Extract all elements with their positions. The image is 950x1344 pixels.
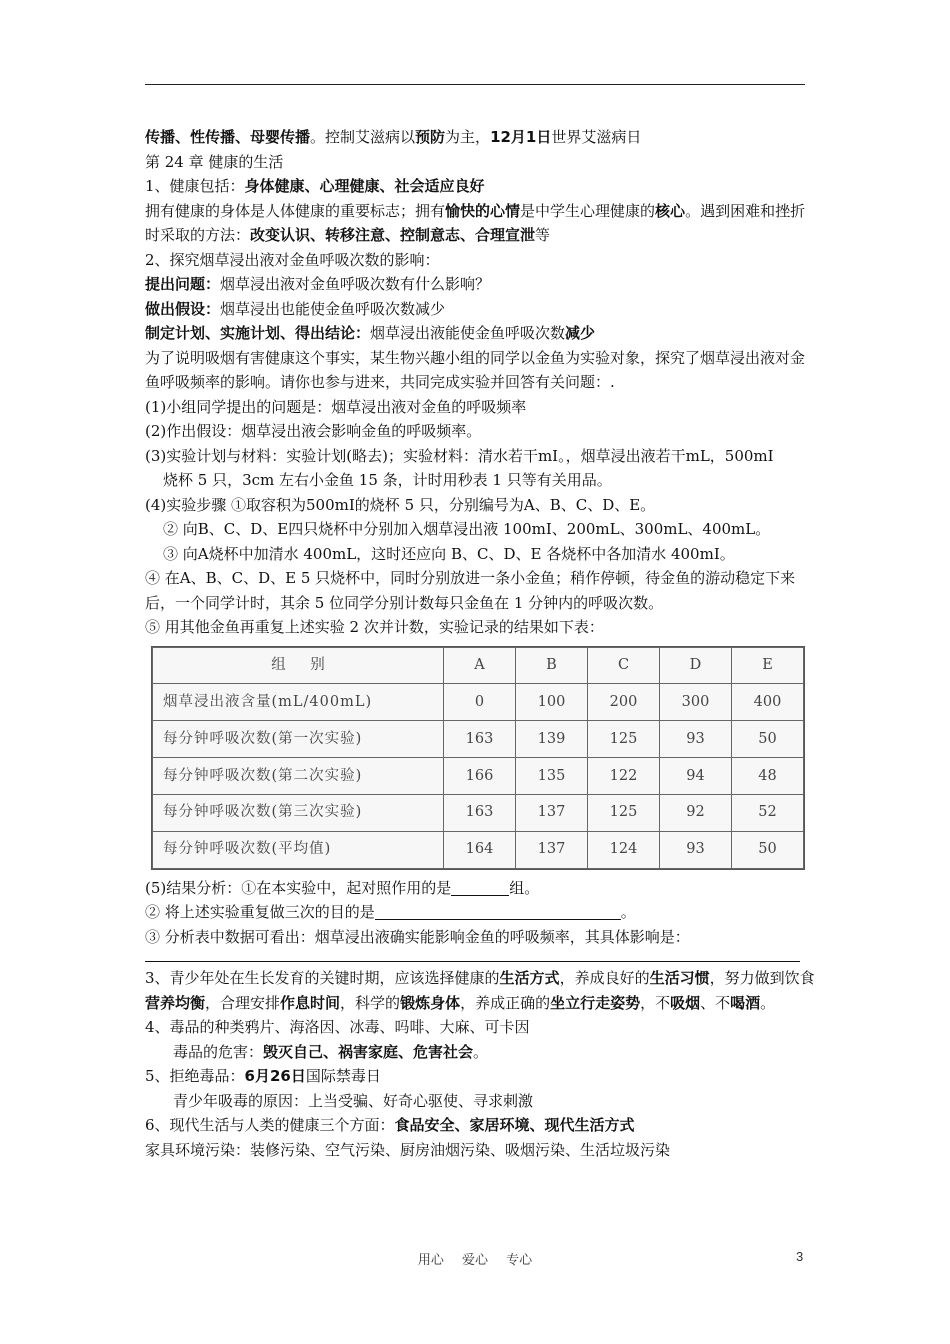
- question-line: ② 将上述实验重复做三次的目的是 。: [145, 903, 636, 921]
- text-line: 做出假设：烟草浸出也能使金鱼呼吸次数减少: [145, 299, 446, 318]
- text-line: 6、现代生活与人类的健康三个方面：食品安全、家居环境、现代生活方式: [145, 1116, 635, 1134]
- table-cell: 48: [732, 757, 804, 794]
- footer-motto: 用心 爱心 专心: [417, 1253, 533, 1268]
- table-cell: 每分钟呼吸次数(平均值): [153, 831, 444, 868]
- question-line: ③ 分析表中数据可看出：烟草浸出液确实能影响金鱼的呼吸频率，其具体影响是：: [145, 927, 690, 946]
- text-line: 传播、性传播、母婴传播。控制艾滋病以预防为主，12月1日世界艾滋病日: [145, 128, 642, 146]
- table-header-cell: A: [444, 647, 516, 684]
- text-paragraph: ④ 在A、B、C、D、E 5 只烧杯中，同时分别放进一条小金鱼；稍作停顿，待金鱼的游动稳定下来后，一个同学计时，其余 5 位同学分别计数每只金鱼在 1 分钟内的呼吸次数。: [145, 569, 796, 612]
- table-header-cell: 组 别: [153, 647, 444, 684]
- table-cell: 52: [732, 794, 804, 831]
- table-cell: 100: [516, 684, 588, 721]
- table-cell: 烟草浸出液含量(mL/400mL): [153, 684, 444, 721]
- table-cell: 93: [660, 831, 732, 868]
- table-cell: 125: [588, 794, 660, 831]
- text-line: 4、毒品的种类鸦片、海洛因、冰毒、吗啡、大麻、可卡因: [145, 1018, 530, 1036]
- text-line: ⑤ 用其他金鱼再重复上述实验 2 次并计数，实验记录的结果如下表：: [145, 618, 604, 636]
- table-row: [153, 794, 804, 831]
- table-cell: 400: [732, 684, 804, 721]
- table-header-row: [153, 647, 804, 684]
- text-line: (1)小组同学提出的问题是：烟草浸出液对金鱼的呼吸频率: [145, 397, 527, 416]
- page-number: 3: [796, 1249, 804, 1264]
- table-cell: 92: [660, 794, 732, 831]
- text-line: 5、拒绝毒品：6月26日国际禁毒日: [145, 1067, 381, 1085]
- table-cell: 50: [732, 721, 804, 758]
- table-row: [153, 684, 804, 721]
- results-table-image: [151, 646, 805, 870]
- table-cell: 122: [588, 757, 660, 794]
- table-cell: 50: [732, 831, 804, 868]
- question-line: (5)结果分析：①在本实验中，起对照作用的是 组。: [145, 878, 540, 897]
- table-cell: 137: [516, 794, 588, 831]
- table-cell: 163: [444, 794, 516, 831]
- text-line: 烧杯 5 只，3cm 左右小金鱼 15 条，计时用秒表 1 只等有关用品。: [163, 471, 612, 489]
- table-cell: 137: [516, 831, 588, 868]
- table-row: [153, 757, 804, 794]
- text-line: 青少年吸毒的原因：上当受骗、好奇心驱使、寻求刺激: [173, 1091, 534, 1110]
- table-cell: 93: [660, 721, 732, 758]
- answer-line[interactable]: [145, 949, 800, 962]
- table-header-cell: E: [732, 647, 804, 684]
- text-line: (2)作出假设：烟草浸出液会影响金鱼的呼吸频率。: [145, 422, 482, 440]
- table-header-cell: D: [660, 647, 732, 684]
- table-row: [153, 831, 804, 868]
- table-cell: 163: [444, 721, 516, 758]
- text-line: 制定计划、实施计划、得出结论：烟草浸出液能使金鱼呼吸次数减少: [145, 324, 596, 342]
- text-line: 家具环境污染：装修污染、空气污染、厨房油烟污染、吸烟污染、生活垃圾污染: [145, 1140, 671, 1159]
- text-line: 毒品的危害：毁灭自己、祸害家庭、危害社会。: [173, 1042, 489, 1061]
- table-cell: 164: [444, 831, 516, 868]
- text-line: 1、健康包括：身体健康、心理健康、社会适应良好: [145, 177, 485, 195]
- results-table: [152, 647, 804, 869]
- text-paragraph: 拥有健康的身体是人体健康的重要标志；拥有愉快的心情是中学生心理健康的核心。遇到困难和挫折时采取的方法：改变认识、转移注意、控制意志、合理宣泄等: [145, 201, 806, 244]
- text-line: 提出问题：烟草浸出液对金鱼呼吸次数有什么影响？: [145, 275, 491, 293]
- table-cell: 166: [444, 757, 516, 794]
- header-rule: [145, 84, 805, 85]
- table-cell: 300: [660, 684, 732, 721]
- table-header-cell: B: [516, 647, 588, 684]
- answer-blank[interactable]: [375, 903, 621, 920]
- table-cell: 125: [588, 721, 660, 758]
- table-header-cell: C: [588, 647, 660, 684]
- table-row: [153, 721, 804, 758]
- text-line: ③ 向A烧杯中加清水 400mL，这时还应向 B、C、D、E 各烧杯中各加清水 400mI。: [163, 544, 735, 563]
- table-cell: 200: [588, 684, 660, 721]
- table-cell: 135: [516, 757, 588, 794]
- text-line: (4)实验步骤 ①取容积为500mI的烧杯 5 只，分别编号为A、B、C、D、E。: [145, 495, 656, 514]
- chapter-heading: 第 24 章 健康的生活: [145, 152, 284, 171]
- table-cell: 每分钟呼吸次数(第三次实验): [153, 794, 444, 831]
- text-line: (3)实验计划与材料：实验计划(略去)；实验材料：清水若干mI。，烟草浸出液若干mL，500mI: [145, 446, 774, 465]
- table-cell: 每分钟呼吸次数(第二次实验): [153, 757, 444, 794]
- answer-blank[interactable]: [451, 879, 509, 896]
- table-cell: 0: [444, 684, 516, 721]
- table-cell: 124: [588, 831, 660, 868]
- document-body: [145, 125, 817, 1162]
- text-paragraph: 为了说明吸烟有害健康这个事实，某生物兴趣小组的同学以金鱼为实验对象，探究了烟草浸出液对金鱼呼吸频率的影响。请你也参与进来，共同完成实验并回答有关问题：.: [145, 348, 806, 391]
- table-cell: 139: [516, 721, 588, 758]
- text-line: 2、探究烟草浸出液对金鱼呼吸次数的影响：: [145, 250, 440, 269]
- table-cell: 94: [660, 757, 732, 794]
- text-line: ② 向B、C、D、E四只烧杯中分别加入烟草浸出液 100mI、200mL、300mL、400mL。: [163, 520, 771, 538]
- text-paragraph: 3、青少年处在生长发育的关键时期，应该选择健康的生活方式，养成良好的生活习惯，努力做到饮食营养均衡，合理安排作息时间，科学的锻炼身体，养成正确的坐立行走姿势，不吸烟、不喝酒。: [145, 969, 815, 1012]
- table-cell: 每分钟呼吸次数(第一次实验): [153, 721, 444, 758]
